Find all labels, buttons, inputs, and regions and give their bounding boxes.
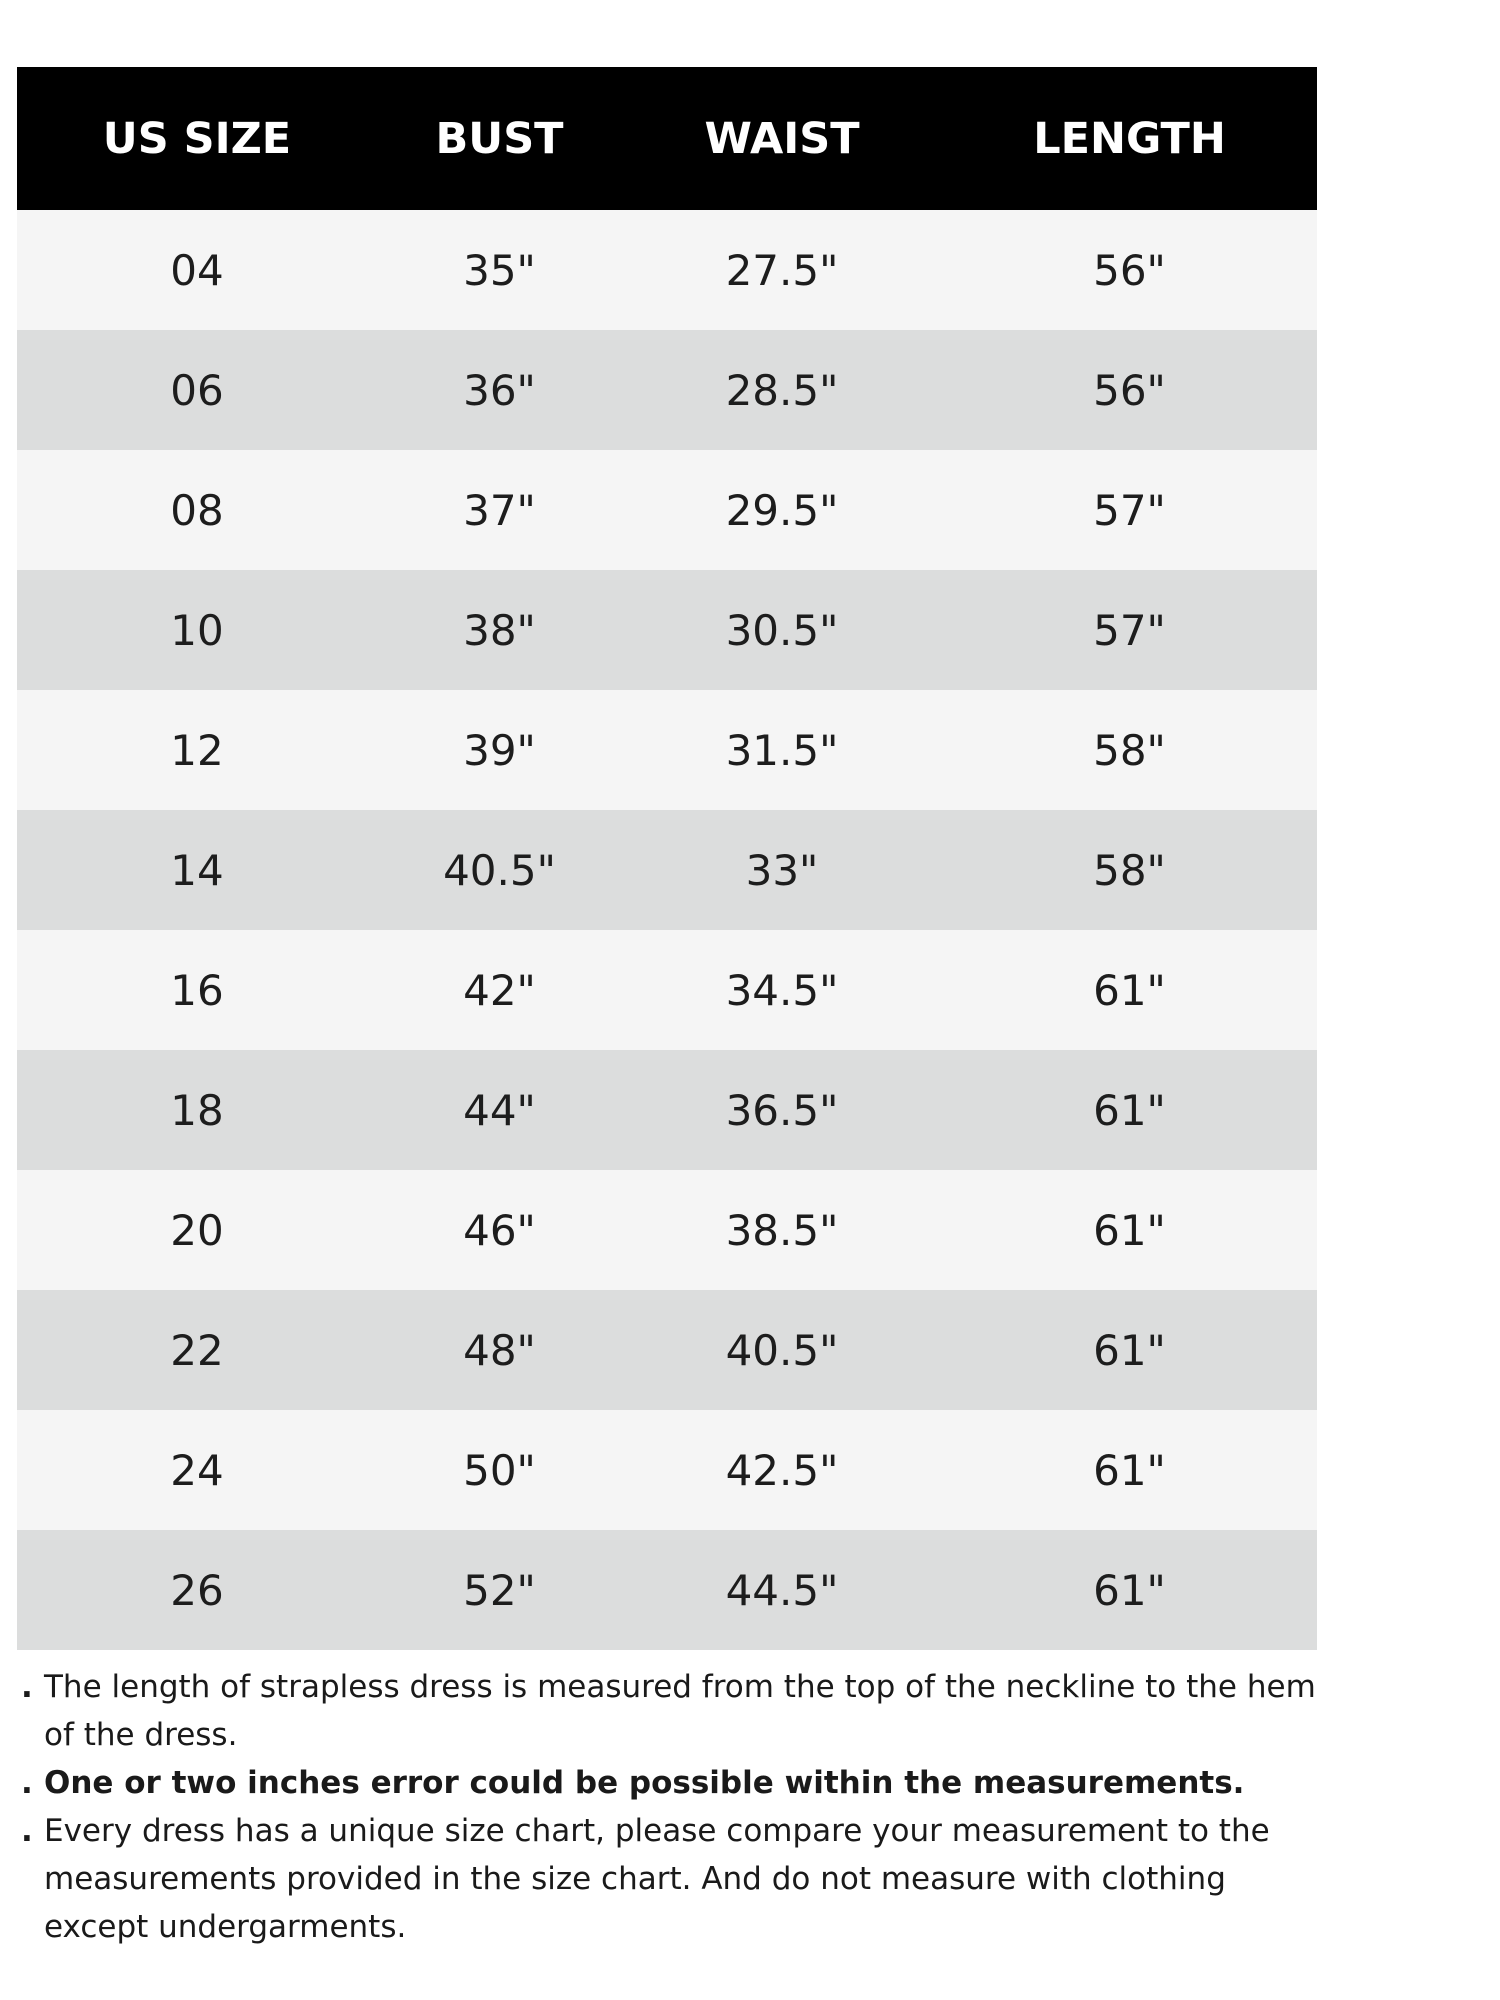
size-cell: 14 xyxy=(170,845,224,895)
length-cell: 57" xyxy=(1093,605,1166,655)
size-cell: 18 xyxy=(170,1085,224,1135)
note-item xyxy=(17,1759,1317,1807)
note-text: Every dress has a unique size chart, please compare your measurement to the measurements provided in the size chart. And do not measure with clothing except undergarments. xyxy=(44,1813,1270,1945)
size-cell: 08 xyxy=(170,485,224,535)
table-row xyxy=(17,1410,1317,1530)
bust-cell: 38" xyxy=(463,605,536,655)
size-cell: 20 xyxy=(170,1205,224,1255)
bullet-dot: . xyxy=(21,1765,33,1801)
waist-cell: 40.5" xyxy=(725,1325,839,1375)
length-cell: 58" xyxy=(1093,845,1166,895)
waist-cell: 30.5" xyxy=(725,605,839,655)
length-cell: 58" xyxy=(1093,725,1166,775)
bust-cell: 48" xyxy=(463,1325,536,1375)
waist-cell: 34.5" xyxy=(725,965,839,1015)
table-row xyxy=(17,930,1317,1050)
waist-cell: 44.5" xyxy=(725,1565,839,1615)
bust-cell: 50" xyxy=(463,1445,536,1495)
waist-cell: 31.5" xyxy=(725,725,839,775)
length-cell: 56" xyxy=(1093,365,1166,415)
bust-cell: 46" xyxy=(463,1205,536,1255)
table-row xyxy=(17,570,1317,690)
table-row xyxy=(17,210,1317,330)
length-cell: 61" xyxy=(1093,1205,1166,1255)
waist-cell: 27.5" xyxy=(725,245,839,295)
size-cell: 24 xyxy=(170,1445,224,1495)
size-cell: 04 xyxy=(170,245,224,295)
header-us-size: US SIZE xyxy=(102,113,292,164)
bust-cell: 35" xyxy=(463,245,536,295)
bust-cell: 37" xyxy=(463,485,536,535)
note-item xyxy=(17,1807,1317,1951)
table-row xyxy=(17,450,1317,570)
size-cell: 22 xyxy=(170,1325,224,1375)
table-row xyxy=(17,1170,1317,1290)
header-length: LENGTH xyxy=(1033,113,1226,164)
length-cell: 61" xyxy=(1093,1565,1166,1615)
bust-cell: 44" xyxy=(463,1085,536,1135)
waist-cell: 28.5" xyxy=(725,365,839,415)
table-row xyxy=(17,1290,1317,1410)
waist-cell: 36.5" xyxy=(725,1085,839,1135)
length-cell: 61" xyxy=(1093,965,1166,1015)
bust-cell: 42" xyxy=(463,965,536,1015)
size-chart-table xyxy=(17,67,1317,1650)
table-row xyxy=(17,810,1317,930)
length-cell: 61" xyxy=(1093,1445,1166,1495)
length-cell: 56" xyxy=(1093,245,1166,295)
waist-cell: 42.5" xyxy=(725,1445,839,1495)
header-bust: BUST xyxy=(435,113,564,164)
note-text: The length of strapless dress is measured from the top of the neckline to the hem of the dress. xyxy=(44,1669,1316,1753)
table-row xyxy=(17,690,1317,810)
note-text: One or two inches error could be possible within the measurements. xyxy=(44,1765,1245,1801)
size-cell: 06 xyxy=(170,365,224,415)
header-waist: WAIST xyxy=(704,113,860,164)
waist-cell: 38.5" xyxy=(725,1205,839,1255)
table-row xyxy=(17,1530,1317,1650)
bust-cell: 40.5" xyxy=(443,845,556,895)
bullet-dot: . xyxy=(21,1813,33,1849)
note-item xyxy=(17,1663,1317,1759)
size-cell: 12 xyxy=(170,725,224,775)
measurement-notes xyxy=(17,1663,1317,1951)
size-cell: 10 xyxy=(170,605,224,655)
waist-cell: 29.5" xyxy=(725,485,839,535)
bust-cell: 52" xyxy=(463,1565,536,1615)
length-cell: 57" xyxy=(1093,485,1166,535)
length-cell: 61" xyxy=(1093,1325,1166,1375)
size-cell: 16 xyxy=(170,965,224,1015)
waist-cell: 33" xyxy=(745,845,819,895)
table-header-row xyxy=(17,67,1317,210)
bullet-dot: . xyxy=(21,1669,33,1705)
bust-cell: 36" xyxy=(463,365,536,415)
table-row xyxy=(17,1050,1317,1170)
size-cell: 26 xyxy=(170,1565,224,1615)
length-cell: 61" xyxy=(1093,1085,1166,1135)
table-row xyxy=(17,330,1317,450)
table-body xyxy=(17,210,1317,1650)
bust-cell: 39" xyxy=(463,725,536,775)
